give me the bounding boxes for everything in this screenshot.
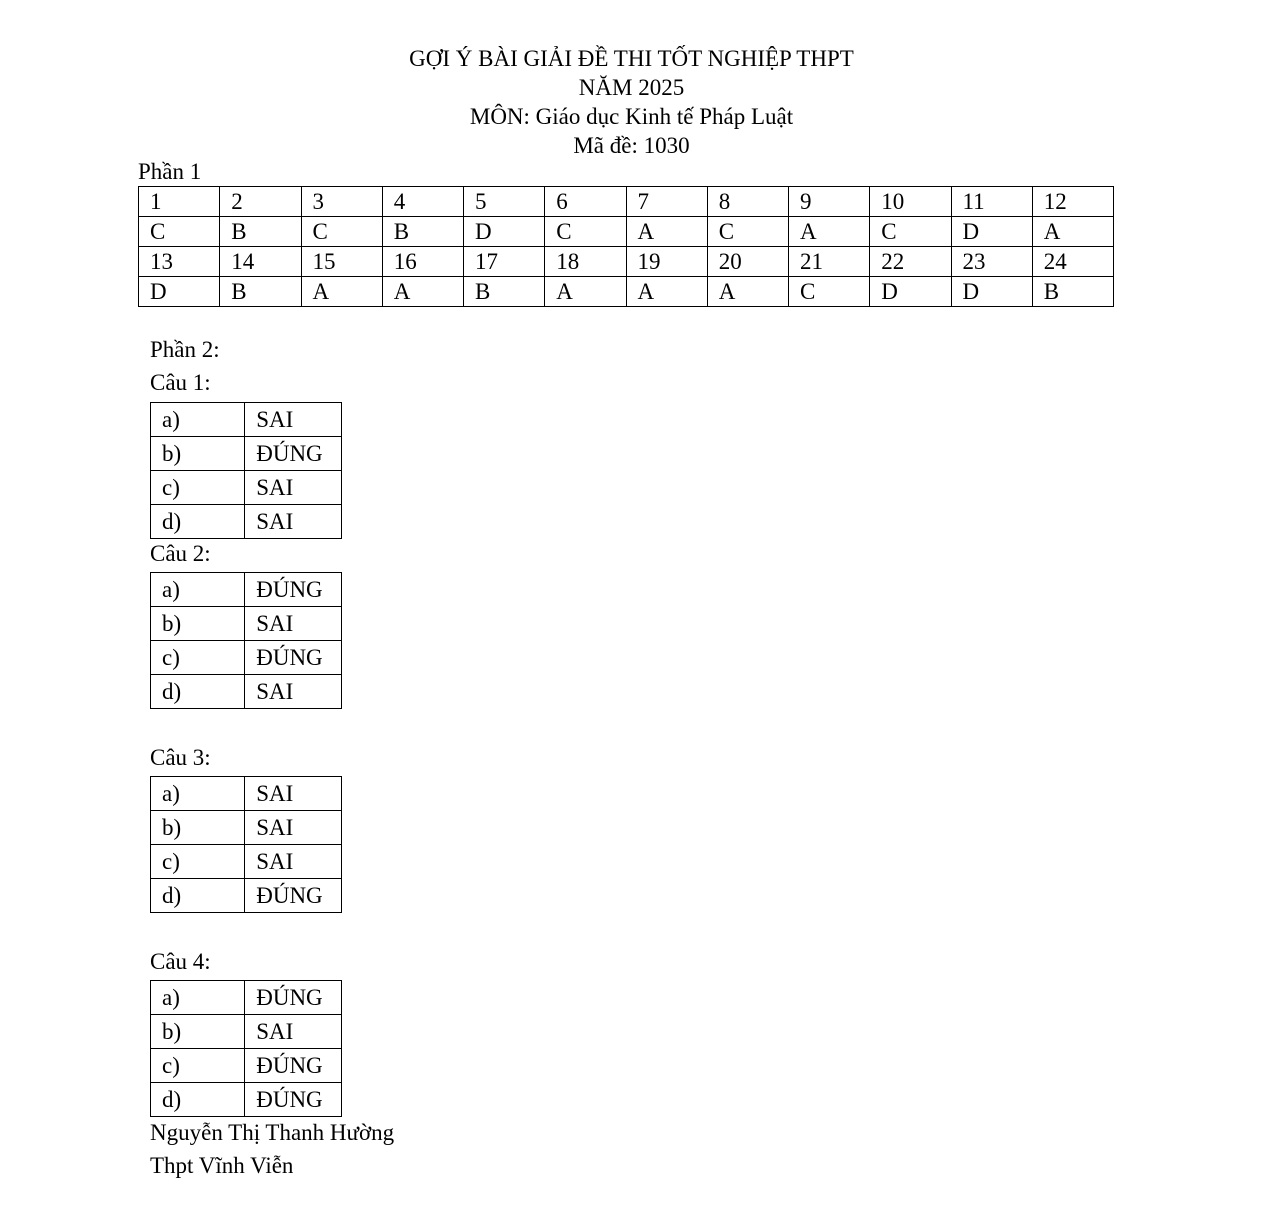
author-name: Nguyễn Thị Thanh Hường — [150, 1120, 395, 1145]
table-cell: 14 — [220, 247, 301, 277]
table-cell: C — [545, 217, 626, 247]
answer-value: ĐÚNG — [245, 1049, 342, 1083]
table-cell: C — [789, 277, 870, 307]
answer-value: ĐÚNG — [245, 641, 342, 675]
answer-option: d) — [151, 675, 245, 709]
table-cell: D — [951, 217, 1032, 247]
table-cell: 3 — [301, 187, 382, 217]
answer-option: d) — [151, 879, 245, 913]
table-cell: C — [139, 217, 220, 247]
answer-value: ĐÚNG — [245, 1083, 342, 1117]
table-cell: 2 — [220, 187, 301, 217]
answer-value: SAI — [245, 845, 342, 879]
table-cell: B — [464, 277, 545, 307]
table-cell: 6 — [545, 187, 626, 217]
table-cell: 10 — [870, 187, 951, 217]
table-cell: 24 — [1032, 247, 1113, 277]
table-row — [151, 777, 342, 811]
document-header — [0, 44, 1263, 160]
table-cell: B — [382, 217, 463, 247]
table-cell: 13 — [139, 247, 220, 277]
table-cell: A — [382, 277, 463, 307]
answer-option: d) — [151, 1083, 245, 1117]
table-cell: C — [301, 217, 382, 247]
answer-value: SAI — [245, 505, 342, 539]
table-row — [151, 471, 342, 505]
table-cell: C — [870, 217, 951, 247]
answer-option: a) — [151, 573, 245, 607]
question-4-label: Câu 4: — [150, 949, 211, 974]
table-cell: 5 — [464, 187, 545, 217]
table-cell: 16 — [382, 247, 463, 277]
table-row — [139, 277, 1114, 307]
answer-value: ĐÚNG — [245, 437, 342, 471]
table-cell: 17 — [464, 247, 545, 277]
table-cell: A — [789, 217, 870, 247]
answer-option: b) — [151, 607, 245, 641]
table-row — [151, 845, 342, 879]
table-cell: 8 — [707, 187, 788, 217]
table-row — [151, 573, 342, 607]
table-row — [139, 247, 1114, 277]
answer-value: SAI — [245, 1015, 342, 1049]
table-cell: 23 — [951, 247, 1032, 277]
header-title: GỢI Ý BÀI GIẢI ĐỀ THI TỐT NGHIỆP THPT — [409, 46, 854, 71]
question-2-label: Câu 2: — [150, 541, 211, 566]
table-cell: B — [220, 217, 301, 247]
table-cell: D — [951, 277, 1032, 307]
table-cell: A — [707, 277, 788, 307]
table-cell: 9 — [789, 187, 870, 217]
question-3-label: Câu 3: — [150, 745, 211, 770]
header-subject: MÔN: Giáo dục Kinh tế Pháp Luật — [469, 104, 794, 129]
table-cell: A — [626, 217, 707, 247]
question-3-table — [150, 776, 342, 913]
answer-option: c) — [151, 845, 245, 879]
table-row — [139, 187, 1114, 217]
table-row — [151, 607, 342, 641]
question-1-label: Câu 1: — [150, 370, 211, 395]
answer-option: a) — [151, 403, 245, 437]
table-cell: A — [1032, 217, 1113, 247]
table-row — [151, 879, 342, 913]
answer-option: d) — [151, 505, 245, 539]
answer-option: c) — [151, 471, 245, 505]
table-row — [151, 675, 342, 709]
question-4-table — [150, 980, 342, 1117]
table-row — [151, 437, 342, 471]
answer-option: b) — [151, 811, 245, 845]
answer-option: a) — [151, 981, 245, 1015]
table-row — [151, 1049, 342, 1083]
question-1-table — [150, 402, 342, 539]
table-cell: 20 — [707, 247, 788, 277]
table-cell: 1 — [139, 187, 220, 217]
table-cell: D — [870, 277, 951, 307]
table-cell: 7 — [626, 187, 707, 217]
answer-value: SAI — [245, 675, 342, 709]
table-row — [139, 217, 1114, 247]
table-cell: 11 — [951, 187, 1032, 217]
answer-value: ĐÚNG — [245, 981, 342, 1015]
table-cell: B — [220, 277, 301, 307]
table-row — [151, 981, 342, 1015]
answer-value: ĐÚNG — [245, 879, 342, 913]
table-row — [151, 641, 342, 675]
table-row — [151, 1015, 342, 1049]
table-cell: 19 — [626, 247, 707, 277]
table-cell: 12 — [1032, 187, 1113, 217]
table-cell: D — [139, 277, 220, 307]
table-cell: A — [626, 277, 707, 307]
table-cell: 4 — [382, 187, 463, 217]
table-row — [151, 811, 342, 845]
table-row — [151, 403, 342, 437]
answer-option: c) — [151, 641, 245, 675]
answer-value: ĐÚNG — [245, 573, 342, 607]
table-cell: A — [301, 277, 382, 307]
answer-value: SAI — [245, 777, 342, 811]
answer-value: SAI — [245, 403, 342, 437]
table-cell: 21 — [789, 247, 870, 277]
table-row — [151, 1083, 342, 1117]
header-year: NĂM 2025 — [578, 75, 685, 100]
answer-option: b) — [151, 1015, 245, 1049]
table-cell: D — [464, 217, 545, 247]
answer-option: c) — [151, 1049, 245, 1083]
table-cell: C — [707, 217, 788, 247]
question-2-table — [150, 572, 342, 709]
part1-answer-table — [138, 186, 1114, 307]
table-cell: 18 — [545, 247, 626, 277]
table-cell: B — [1032, 277, 1113, 307]
answer-option: a) — [151, 777, 245, 811]
answer-option: b) — [151, 437, 245, 471]
school-name: Thpt Vĩnh Viễn — [150, 1153, 294, 1178]
answer-value: SAI — [245, 471, 342, 505]
answer-value: SAI — [245, 811, 342, 845]
table-cell: 22 — [870, 247, 951, 277]
part2-label: Phần 2: — [150, 337, 220, 362]
table-row — [151, 505, 342, 539]
table-cell: 15 — [301, 247, 382, 277]
answer-value: SAI — [245, 607, 342, 641]
header-exam-code: Mã đề: 1030 — [573, 133, 690, 158]
table-cell: A — [545, 277, 626, 307]
part1-label: Phần 1 — [138, 159, 202, 184]
